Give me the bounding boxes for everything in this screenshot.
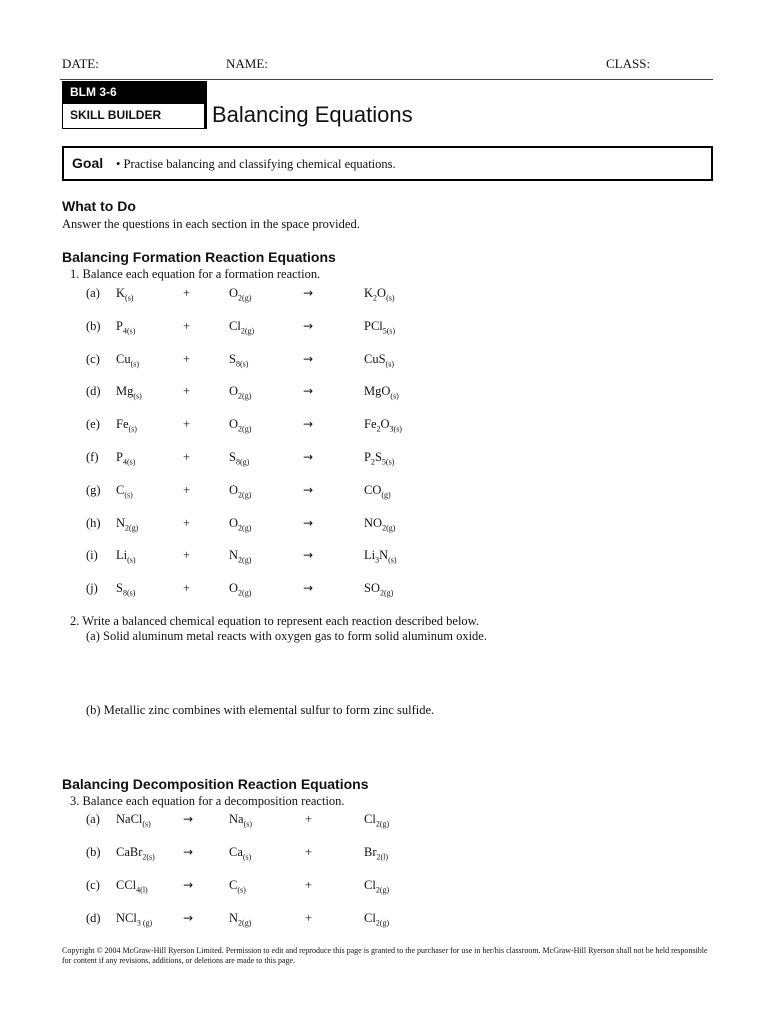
blm-number: BLM 3-6 bbox=[62, 81, 206, 103]
question-3: 3. Balance each equation for a decomposition reaction. bbox=[70, 794, 345, 808]
decomposition-heading: Balancing Decomposition Reaction Equations bbox=[62, 776, 369, 792]
product-2: $Cl_{2(g)}$ bbox=[364, 911, 390, 928]
skill-builder-tag: SKILL BUILDER bbox=[62, 103, 206, 129]
equation-label: (c) bbox=[86, 878, 100, 892]
reactant-1: $Mg_{(s)}$ bbox=[116, 384, 142, 401]
arrow-icon: → bbox=[303, 286, 314, 300]
reactant-2: $Cl_{2(g)}$ bbox=[229, 318, 255, 336]
product-2: $Cl_{2(g)}$ bbox=[364, 812, 390, 829]
product-1: $C_{(s)}$ bbox=[229, 878, 246, 895]
title-divider bbox=[204, 81, 207, 129]
product-2: $Br_{2(l)}$ bbox=[364, 845, 389, 862]
reactant-1: $P_{4(s)}$ bbox=[116, 450, 136, 467]
reactant-1: $Fe_{(s)}$ bbox=[116, 417, 137, 434]
reactant-1: $C_{(s)}$ bbox=[116, 482, 133, 500]
equation-row bbox=[0, 417, 768, 437]
equation-row bbox=[0, 352, 768, 372]
goal-text: • Practise balancing and classifying chemical equations. bbox=[116, 157, 396, 171]
class-label: CLASS: bbox=[606, 56, 651, 71]
plus-sign: + bbox=[305, 812, 313, 826]
date-label: DATE: bbox=[62, 56, 99, 71]
equation-label: (h) bbox=[86, 515, 101, 530]
product-1: $Na_{(s)}$ bbox=[229, 812, 253, 829]
plus-sign: + bbox=[183, 515, 191, 530]
question-2a: (a) Solid aluminum metal reacts with oxygen gas to form solid aluminum oxide. bbox=[86, 629, 487, 643]
worksheet-badge bbox=[62, 81, 206, 129]
arrow-icon: → bbox=[183, 812, 194, 826]
arrow-icon: → bbox=[303, 581, 314, 596]
reactant-1: $K_{(s)}$ bbox=[116, 286, 134, 303]
reactant-2: $N_{2(g)}$ bbox=[229, 548, 252, 565]
product: CuS$_{(s)}$ bbox=[364, 351, 394, 369]
arrow-icon: → bbox=[183, 878, 194, 892]
equation-row bbox=[0, 878, 768, 898]
arrow-icon: → bbox=[183, 911, 194, 925]
equation-row bbox=[0, 319, 768, 339]
reactant-1: $P_{4(s)}$ bbox=[116, 318, 136, 336]
question-1: 1. Balance each equation for a formation reaction. bbox=[70, 267, 321, 281]
equation-label: (b) bbox=[86, 845, 101, 859]
arrow-icon: → bbox=[303, 318, 314, 333]
plus-sign: + bbox=[183, 351, 191, 366]
arrow-icon: → bbox=[303, 417, 314, 432]
plus-sign: + bbox=[183, 318, 191, 333]
page-title: Balancing Equations bbox=[212, 102, 413, 127]
question-2: 2. Write a balanced chemical equation to represent each reaction described below. bbox=[70, 614, 480, 628]
reactant-1: $Cu_{(s)}$ bbox=[116, 351, 140, 369]
equation-label: (a) bbox=[86, 812, 100, 826]
equation-label: (d) bbox=[86, 911, 101, 925]
reactant-2: $O_{2(g)}$ bbox=[229, 515, 252, 533]
question-2b: (b) Metallic zinc combines with elemental sulfur to form zinc sulfide. bbox=[86, 703, 435, 717]
copyright-notice: Copyright © 2004 McGraw-Hill Ryerson Limited. Permission to edit and reproduce this page is granted to the purchaser for use in her/his classroom. McGraw-Hill Ryerson shall not be held responsible for content if any revisions, additions, or deletions are made to this page. bbox=[62, 946, 708, 965]
reactant-1: $N_{2(g)}$ bbox=[116, 515, 139, 533]
what-to-do-heading: What to Do bbox=[62, 198, 136, 214]
name-label: NAME: bbox=[226, 56, 268, 71]
product-1: $Ca_{(s)}$ bbox=[229, 845, 252, 862]
equation-label: (a) bbox=[86, 286, 100, 300]
product: $SO_{2(g)}$ bbox=[364, 581, 394, 598]
product: $P_2S_{5(s)}$ bbox=[364, 450, 395, 467]
product: $Fe_2O_{3(s)}$ bbox=[364, 417, 402, 434]
reactant-2: $O_{2(g)}$ bbox=[229, 384, 252, 401]
reactant-2: $O_{2(g)}$ bbox=[229, 482, 252, 500]
product: MgO$_{(s)}$ bbox=[364, 384, 399, 401]
plus-sign: + bbox=[183, 548, 191, 563]
arrow-icon: → bbox=[303, 482, 314, 497]
arrow-icon: → bbox=[183, 845, 194, 859]
equation-row bbox=[0, 384, 768, 404]
goal-label: Goal bbox=[72, 155, 104, 171]
plus-sign: + bbox=[183, 384, 191, 399]
equation-label: (e) bbox=[86, 417, 100, 432]
formation-heading: Balancing Formation Reaction Equations bbox=[62, 249, 336, 265]
reactant: CCl$_{4(l)}$ bbox=[116, 878, 148, 895]
reactant-2: $S_{8(g)}$ bbox=[229, 450, 250, 467]
plus-sign: + bbox=[305, 878, 313, 892]
arrow-icon: → bbox=[303, 384, 314, 399]
equation-row bbox=[0, 812, 768, 832]
reactant-1: $S_{8(s)}$ bbox=[116, 581, 136, 598]
reactant-2: $O_{2(g)}$ bbox=[229, 417, 252, 434]
reactant: NCl$_{3 (g)}$ bbox=[116, 911, 153, 928]
equation-row bbox=[0, 286, 768, 306]
arrow-icon: → bbox=[303, 548, 314, 563]
plus-sign: + bbox=[183, 581, 191, 596]
equation-label: (c) bbox=[86, 351, 100, 366]
product: $NO_{2(g)}$ bbox=[364, 515, 396, 533]
plus-sign: + bbox=[183, 417, 191, 432]
equation-row bbox=[0, 516, 768, 536]
product: $K_2O_{(s)}$ bbox=[364, 286, 395, 303]
product-1: $N_{2(g)}$ bbox=[229, 911, 252, 928]
reactant: CaBr$_{2(s)}$ bbox=[116, 845, 155, 862]
plus-sign: + bbox=[305, 911, 313, 925]
equation-label: (j) bbox=[86, 581, 98, 596]
equation-label: (d) bbox=[86, 384, 101, 399]
equation-row bbox=[0, 450, 768, 470]
equation-label: (i) bbox=[86, 548, 98, 563]
reactant-2: $O_{2(g)}$ bbox=[229, 286, 252, 303]
equation-label: (f) bbox=[86, 450, 99, 464]
product: PCl$_{5(s)}$ bbox=[364, 318, 396, 336]
reactant-1: $Li_{(s)}$ bbox=[116, 548, 136, 565]
header-rule bbox=[60, 79, 713, 80]
product: $Li_3N_{(s)}$ bbox=[364, 548, 397, 565]
arrow-icon: → bbox=[303, 515, 314, 530]
product-2: $Cl_{2(g)}$ bbox=[364, 878, 390, 895]
reactant-2: $O_{2(g)}$ bbox=[229, 581, 252, 598]
equation-row bbox=[0, 845, 768, 865]
plus-sign: + bbox=[183, 482, 191, 497]
equation-label: (b) bbox=[86, 318, 101, 333]
equation-row bbox=[0, 581, 768, 601]
plus-sign: + bbox=[183, 286, 191, 300]
arrow-icon: → bbox=[303, 351, 314, 366]
equation-label: (g) bbox=[86, 482, 101, 497]
product: $CO_{(g)}$ bbox=[364, 482, 391, 500]
equation-row bbox=[0, 911, 768, 931]
equation-row bbox=[0, 483, 768, 503]
what-to-do-text: Answer the questions in each section in the space provided. bbox=[62, 217, 360, 231]
reactant-2: $S_{8(s)}$ bbox=[229, 351, 249, 369]
plus-sign: + bbox=[305, 845, 313, 859]
reactant: NaCl$_{(s)}$ bbox=[116, 812, 151, 829]
arrow-icon: → bbox=[303, 450, 314, 464]
plus-sign: + bbox=[183, 450, 191, 464]
equation-row bbox=[0, 548, 768, 568]
goal-box bbox=[62, 146, 713, 181]
